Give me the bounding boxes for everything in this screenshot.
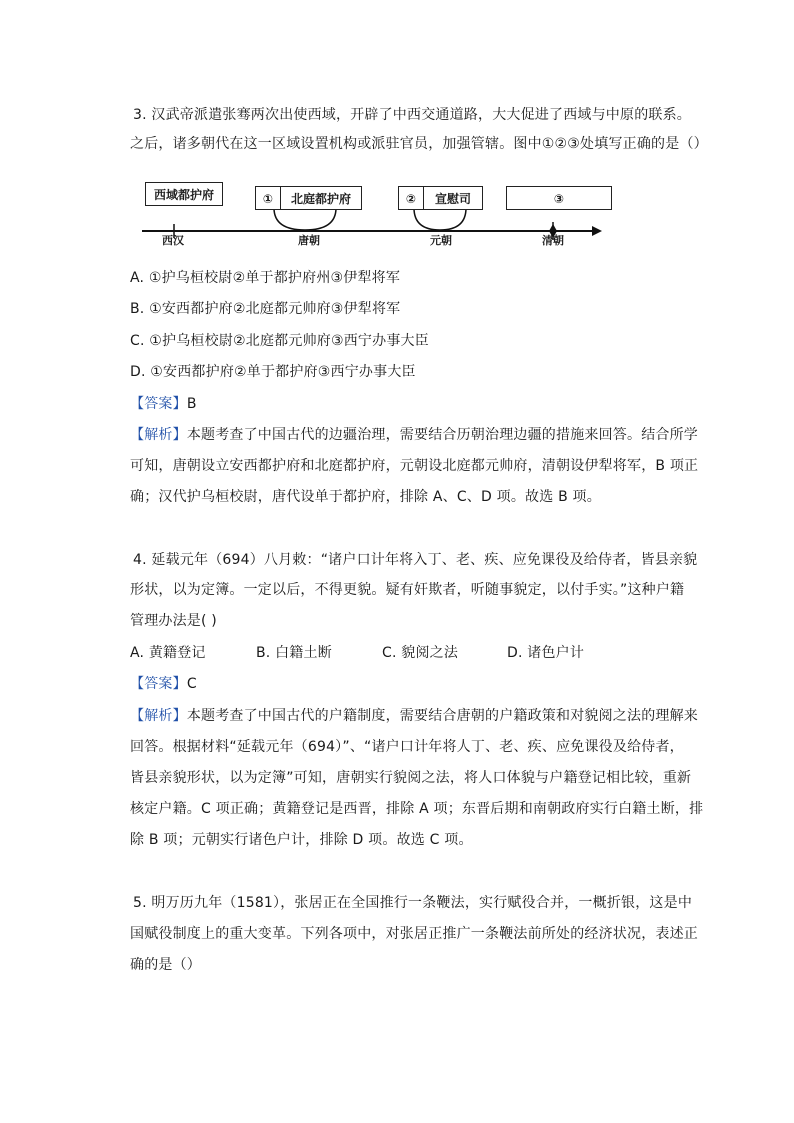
answer-tag: 【答案】 [130,676,187,692]
q4-option-b: B. 白籍土断 [256,645,332,661]
label-tang: 唐朝 [298,234,320,247]
q4-option-c: C. 貌阅之法 [382,645,459,661]
box-xiyu-duhufu: 西域都护府 [145,182,223,206]
answer-tag: 【答案】 [130,396,187,412]
q5-stem-line-2: 国赋役制度上的重大变革。下列各项中，对张居正推广一条鞭法前所处的经济状况，表述正 [130,926,698,942]
q4-stem-line-1: 4. 延载元年（694）八月敕：“诸户口计年将入丁、老、疾、应免课役及给侍者，皆县亲貌 [133,552,698,568]
q4-stem-line-3: 管理办法是( ) [130,613,217,629]
q4-option-d: D. 诸色户计 [507,645,585,661]
box-marker-3: ③ [506,186,612,210]
q5-stem-line-1: 5. 明万历九年（1581），张居正在全国推行一条鞭法，实行赋役合并，一概折银，这是中 [133,895,693,911]
box-beiting-duhufu: 北庭都护府 [280,186,362,210]
q4-answer [130,674,197,694]
q3-answer [130,394,197,414]
analysis-text: 本题考查了中国古代的边疆治理，需要结合历朝治理边疆的措施来回答。结合所学 [186,427,699,443]
box-marker-1: ① [255,186,281,210]
bracket-yuan [414,208,466,230]
q3-analysis-line-2: 可知，唐朝设立安西都护府和北庭都护府，元朝设北庭都元帅府，清朝设伊犁将军，B 项正 [130,458,699,474]
q4-options-row [130,643,584,663]
box-xuanweisi: 宣慰司 [423,186,483,210]
timeline-arrow [592,226,602,236]
label-xihan: 西汉 [162,234,184,247]
q3-stem-line-1: 3. 汉武帝派遣张骞两次出使西域，开辟了中西交通道路，大大促进了西域与中原的联系。 [133,107,692,123]
q5-stem-line-3: 确的是（） [130,957,201,973]
answer-value: C [186,676,197,692]
label-yuan: 元朝 [430,234,452,247]
q4-option-a: A. 黄籍登记 [130,645,206,661]
q4-analysis-line-5: 除 B 项；元朝实行诸色户计，排除 D 项。故选 C 项。 [130,832,473,848]
label-qing: 清朝 [542,234,564,247]
q3-stem-line-2: 之后，诸多朝代在这一区域设置机构或派驻官员，加强管辖。图中①②③处填写正确的是（） [130,136,708,152]
q3-analysis-line-3: 确；汉代护乌桓校尉，唐代设单于都护府，排除 A、C、D 项。故选 B 项。 [130,489,601,505]
q3-timeline-diagram [140,178,610,250]
q4-analysis-line-1 [130,706,698,726]
q3-analysis-line-1 [130,425,698,445]
q3-option-d: D. ①安西都护府②单于都护府③西宁办事大臣 [130,364,416,380]
q4-analysis-line-3: 皆县亲貌形状，以为定簿”可知，唐朝实行貌阅之法，将人口体貌与户籍登记相比较，重新 [130,770,692,786]
q4-analysis-line-4: 核定户籍。C 项正确；黄籍登记是西晋，排除 A 项；东晋后期和南朝政府实行白籍土断，排 [130,801,704,817]
analysis-tag: 【解析】 [130,708,187,724]
answer-value: B [186,396,197,412]
q3-option-b: B. ①安西都护府②北庭都元帅府③伊犁将军 [130,301,401,317]
q3-option-a: A. ①护乌桓校尉②单于都护府州③伊犁将军 [130,270,401,286]
q3-option-c: C. ①护乌桓校尉②北庭都元帅府③西宁办事大臣 [130,333,429,349]
box-marker-2: ② [398,186,424,210]
analysis-text: 本题考查了中国古代的户籍制度，需要结合唐朝的户籍政策和对貌阅之法的理解来 [186,708,699,724]
analysis-tag: 【解析】 [130,427,187,443]
bracket-tang [274,208,336,230]
q4-stem-line-2: 形状，以为定簿。一定以后，不得更貌。疑有奸欺者，听随事貌定，以付手实。”这种户籍 [130,582,685,598]
q4-analysis-line-2: 回答。根据材料“延载元年（694）”、“诸户口计年将人丁、老、疾、应免课役及给侍者， [130,739,684,755]
